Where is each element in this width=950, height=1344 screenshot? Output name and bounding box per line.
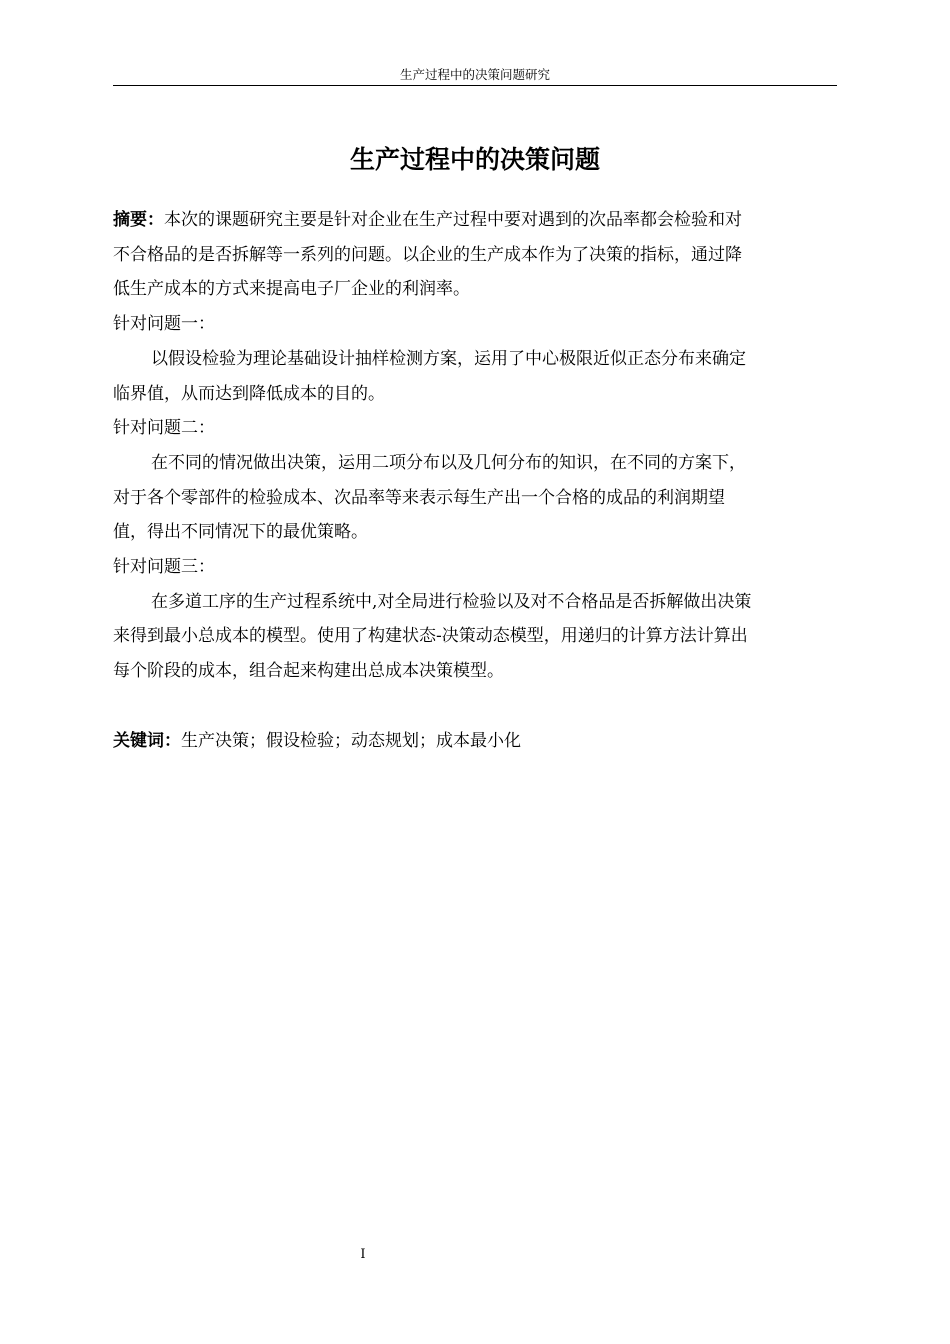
section-heading: 针对问题三： [113,557,215,578]
section-heading: 针对问题一： [113,314,215,335]
section-heading: 针对问题二： [113,418,215,439]
header-rule [113,85,837,86]
section-line: 临界值，从而达到降低成本的目的。 [113,383,385,404]
keywords-label: 关键词： [113,730,181,751]
paper-title: 生产过程中的决策问题 [349,145,600,174]
section-line: 对于各个零部件的检验成本、次品率等来表示每生产出一个合格的成品的利润期望 [113,487,725,508]
abstract-line: 低生产成本的方式来提高电子厂企业的利润率。 [113,279,470,300]
section-line: 来得到最小总成本的模型。使用了构建状态-决策动态模型，用递归的计算方法计算出 [113,626,748,647]
section-line: 值，得出不同情况下的最优策略。 [113,522,368,543]
page-number: I [360,1247,366,1262]
keywords-text: 生产决策；假设检验；动态规划；成本最小化 [181,730,521,751]
abstract-body [113,203,837,758]
running-header: 生产过程中的决策问题研究 [399,67,550,82]
section-line: 以假设检验为理论基础设计抽样检测方案，运用了中心极限近似正态分布来确定 [151,348,746,369]
section-line: 在不同的情况做出决策，运用二项分布以及几何分布的知识，在不同的方案下， [151,452,746,473]
abstract-text: 本次的课题研究主要是针对企业在生产过程中要对遇到的次品率都会检验和对 [164,210,742,230]
abstract-line [113,203,837,238]
abstract-label: 摘要： [113,210,164,230]
section-line: 每个阶段的成本，组合起来构建出总成本决策模型。 [113,661,504,682]
section-line: 在多道工序的生产过程系统中,对全局进行检验以及对不合格品是否拆解做出决策 [151,591,752,612]
keywords-line [113,724,837,759]
abstract-line: 不合格品的是否拆解等一系列的问题。以企业的生产成本作为了决策的指标，通过降 [113,244,742,265]
